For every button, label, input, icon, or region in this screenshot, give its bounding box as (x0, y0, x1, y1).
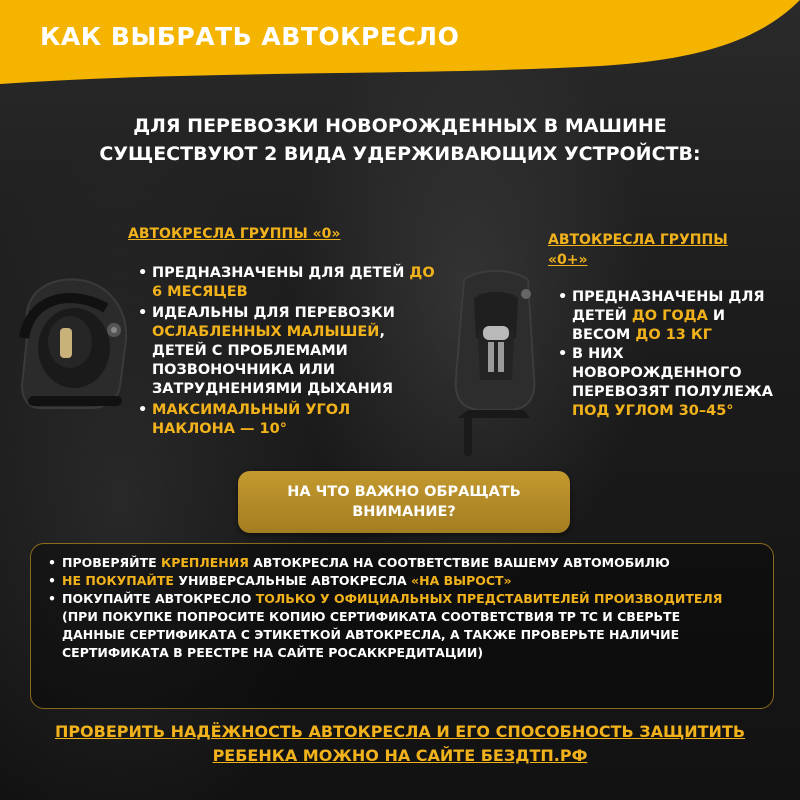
group-0-list (138, 264, 438, 441)
group-0plus-list (558, 288, 778, 421)
list-item: • НЕ ПОКУПАЙТЕ УНИВЕРСАЛЬНЫЕ АВТОКРЕСЛА «НА ВЫРОСТ» (48, 573, 512, 588)
infant-carrier-image (10, 268, 138, 418)
list-item: • ПОКУПАЙТЕ АВТОКРЕСЛО ТОЛЬКО У ОФИЦИАЛЬНЫХ ПРЕДСТАВИТЕЛЕЙ ПРОИЗВОДИТЕЛЯ (ПРИ ПОКУПКЕ ПОПРОСИТЕ КОПИЮ СЕРТИФИКАТА СООТВЕТСТВИЯ ТР ТС И СВЕРЬТЕ ДАННЫЕ СЕРТИФИКАТА С ЭТИКЕТКОЙ АВТОКРЕСЛА, А ТАКЖЕ ПРОВЕРЬТЕ НАЛИЧИЕ СЕРТИФИКАТА В РЕЕСТРЕ НА САЙТЕ РОСАККРЕДИТАЦИИ) (48, 591, 723, 660)
list-item: • ПРЕДНАЗНАЧЕНЫ ДЛЯ ДЕТЕЙ ДО ГОДА И ВЕСОМ ДО 13 КГ (558, 289, 765, 343)
page-title: КАК ВЫБРАТЬ АВТОКРЕСЛО (40, 22, 460, 51)
list-item: • ИДЕАЛЬНЫ ДЛЯ ПЕРЕВОЗКИ ОСЛАБЛЕННЫХ МАЛЫШЕЙ, ДЕТЕЙ С ПРОБЛЕМАМИ ПОЗВОНОЧНИКА ИЛИ ЗАТРУДНЕНИЯМИ ДЫХАНИЯ (138, 305, 395, 397)
list-item: • МАКСИМАЛЬНЫЙ УГОЛ НАКЛОНА — 10° (138, 402, 351, 437)
attention-button[interactable]: НА ЧТО ВАЖНО ОБРАЩАТЬ ВНИМАНИЕ? (238, 471, 570, 533)
bottom-link[interactable]: ПРОВЕРИТЬ НАДЁЖНОСТЬ АВТОКРЕСЛА И ЕГО СПОСОБНОСТЬ ЗАЩИТИТЬ РЕБЕНКА МОЖНО НА САЙТЕ БЕЗДТП.РФ (54, 722, 746, 765)
list-item: • В НИХ НОВОРОЖДЕННОГО ПЕРЕВОЗЯТ ПОЛУЛЕЖА ПОД УГЛОМ 30–45° (558, 346, 773, 419)
group-0plus-heading: АВТОКРЕСЛА ГРУППЫ «0+» (548, 232, 728, 268)
list-item: • ПРЕДНАЗНАЧЕНЫ ДЛЯ ДЕТЕЙ ДО 6 МЕСЯЦЕВ (138, 265, 435, 300)
child-seat-image (438, 268, 553, 460)
group-0-heading: АВТОКРЕСЛА ГРУППЫ «0» (128, 226, 341, 242)
list-item: • ПРОВЕРЯЙТЕ КРЕПЛЕНИЯ АВТОКРЕСЛА НА СООТВЕТСТВИЕ ВАШЕМУ АВТОМОБИЛЮ (48, 555, 670, 570)
intro-text: ДЛЯ ПЕРЕВОЗКИ НОВОРОЖДЕННЫХ В МАШИНЕ СУЩЕСТВУЮТ 2 ВИДА УДЕРЖИВАЮЩИХ УСТРОЙСТВ: (99, 115, 701, 165)
attention-list (48, 554, 738, 662)
